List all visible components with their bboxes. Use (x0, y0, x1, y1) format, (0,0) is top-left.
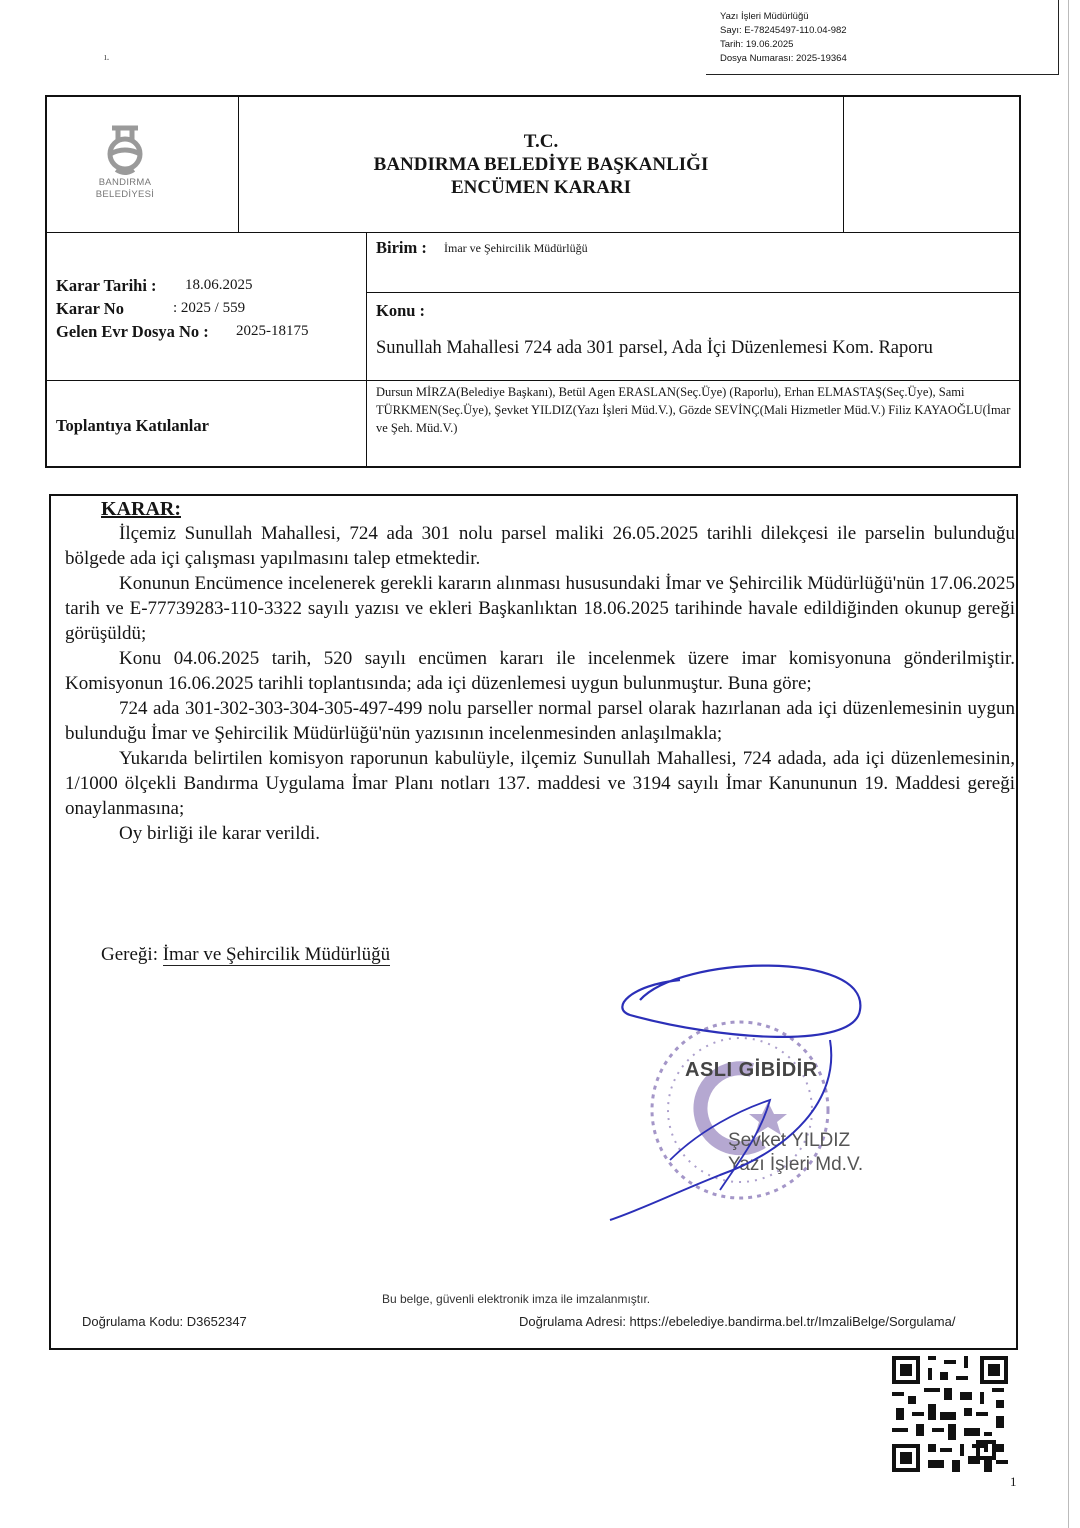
document-number-stamp (706, 0, 1059, 75)
table-divider (366, 232, 367, 468)
gelen-evrak-value: 2025-18175 (236, 323, 309, 339)
attendees-value: Dursun MİRZA(Belediye Başkanı), Betül Agen ERASLAN(Seç.Üye) (Raporlu), Erhan ELMASTAŞ(Seç.Üye), Sami TÜRKMEN(Seç.Üye), Şevket YILDIZ(Yazı İşleri Müd.V.), Gözde SEVİNÇ(Mali Hizmetler Müd.V.) Filiz KAYAOĞLU(İmar ve Şeh. Müd.V.) (376, 385, 1011, 435)
document-title (240, 130, 842, 199)
title-line-tc: T.C. (523, 131, 559, 152)
geregi-label: Gereği: (101, 944, 163, 965)
title-line-municipality: BANDIRMA BELEDİYE BAŞKANLIĞI (373, 154, 709, 175)
geregi-line (101, 944, 390, 966)
electronic-signature-note: Bu belge, güvenli elektronik imza ile imzalanmıştır. (382, 1292, 651, 1306)
signer-name: Şevket YILDIZ (728, 1130, 851, 1151)
konu-label: Konu : (376, 301, 426, 320)
decision-paragraph: 724 ada 301-302-303-304-305-497-499 nolu parseller normal parsel olarak hazırlanan ada içi düzenlemesinin uygun bulunduğu İmar ve Şehircilik Müdürlüğü'nün yazısının incelenmesinden anlaşılmakla; (65, 698, 1015, 744)
qr-code-icon (888, 1352, 1012, 1476)
decision-paragraph: İlçemiz Sunullah Mahallesi, 724 ada 301 nolu parsel maliki 26.05.2025 tarihli dilekçesi ile parselin bulunduğu bölgede ada içi çalışması yapılmasını talep etmektedir. (65, 523, 1015, 569)
birim-label: Birim : (376, 238, 427, 257)
table-divider (366, 292, 1021, 293)
signer-title: Yazı İşleri Md.V. (728, 1154, 864, 1175)
stamp-department: Yazı İşleri Müdürlüğü (720, 11, 809, 22)
decision-paragraph: Oy birliği ile karar verildi. (119, 823, 321, 844)
corner-mark: ı. (104, 52, 110, 63)
karar-no-value: : 2025 / 559 (173, 300, 246, 316)
verification-code: Doğrulama Kodu: D3652347 (82, 1314, 247, 1329)
table-divider (45, 380, 1021, 381)
stamp-file-number: Dosya Numarası: 2025-19364 (720, 53, 847, 64)
karar-no-label: Karar No (56, 299, 124, 318)
attendees-label: Toplantıya Katılanlar (56, 416, 209, 435)
verification-address-link[interactable]: Doğrulama Adresi: https://ebelediye.bandirma.bel.tr/ImzaliBelge/Sorgulama/ (519, 1314, 956, 1329)
konu-value: Sunullah Mahallesi 724 ada 301 parsel, Ada İçi Düzenlemesi Kom. Raporu (376, 338, 933, 358)
municipality-logo-icon (60, 120, 190, 180)
geregi-value: İmar ve Şehircilik Müdürlüğü (162, 944, 391, 965)
gelen-evrak-label: Gelen Evr Dosya No : (56, 322, 209, 341)
decision-heading: KARAR: (101, 498, 181, 520)
municipality-logo (60, 120, 190, 210)
karar-tarihi-value: 18.06.2025 (185, 277, 253, 293)
logo-text-line2: BELEDİYESİ (95, 189, 155, 200)
decision-paragraph: Konunun Encümence incelenerek gerekli kararın alınması hususundaki İmar ve Şehircilik Müdürlüğü'nün 17.06.2025 tarih ve E-77739283-110-3322 sayılı yazısı ve ekleri Başkanlıktan 18.06.2025 tarihinde havale edildiğinden okunup gereği görüşüldü; (65, 573, 1015, 644)
title-line-decision: ENCÜMEN KARARI (451, 177, 631, 198)
karar-tarihi-label: Karar Tarihi : (56, 276, 157, 295)
certified-copy-stamp: ASLI GİBİDİR (685, 1059, 818, 1081)
birim-value: İmar ve Şehircilik Müdürlüğü (444, 241, 588, 255)
table-divider (843, 95, 844, 232)
decision-paragraph: Konu 04.06.2025 tarih, 520 sayılı encümen kararı ile incelenmek üzere imar komisyonuna gönderilmiştir. Komisyonun 16.06.2025 tarihli toplantısında; ada içi düzenlemesi uygun bulunmuştur. Buna göre; (65, 648, 1015, 694)
page-number: 1 (1010, 1474, 1017, 1489)
stamp-date: Tarih: 19.06.2025 (720, 39, 794, 50)
decision-body (65, 521, 1015, 846)
table-divider (45, 232, 1021, 233)
page-edge-line (1068, 0, 1069, 1528)
table-divider (238, 95, 239, 232)
stamp-sayi: Sayı: E-78245497-110.04-982 (720, 25, 847, 36)
logo-text-line1: BANDIRMA (98, 177, 152, 188)
handwritten-signature-icon (600, 960, 890, 1230)
decision-paragraph: Yukarıda belirtilen komisyon raporunun kabulüyle, ilçemiz Sunullah Mahallesi, 724 adada, ada içi düzenlemesinin, 1/1000 ölçekli Bandırma Uygulama İmar Planı notları 137. maddesi ve 3194 sayılı İmar Kanununun 19. Maddesi gereği onaylanmasına; (65, 748, 1015, 819)
